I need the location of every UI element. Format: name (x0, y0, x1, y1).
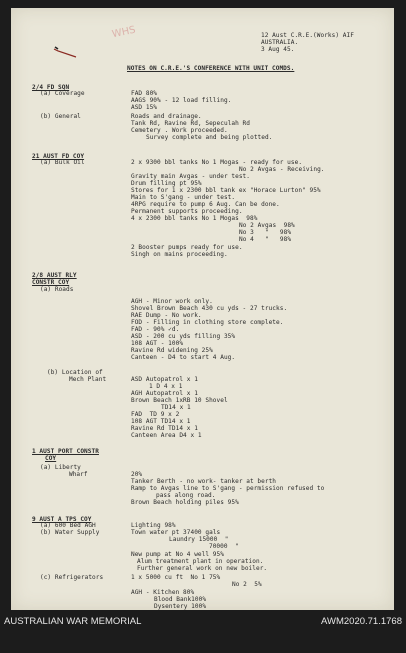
section-5-item-c: (c) Refrigerators (40, 574, 104, 581)
archive-name: AUSTRALIAN WAR MEMORIAL (4, 616, 142, 627)
text-line: ASD 15% (131, 104, 158, 111)
text-line: Ravine Rd TD14 x 1 (131, 425, 198, 432)
text-line: Canteen Area D4 x 1 (131, 432, 202, 439)
text-line: AAGS 90% - 12 load filling. (131, 97, 232, 104)
section-3-item-a: (a) Roads (40, 286, 74, 293)
text-line: Singh on mains proceeding. (131, 251, 228, 258)
text-line: pass along road. (156, 492, 216, 499)
text-line: 4 x 2300 bbl tanks No 1 Mogas 98% (131, 215, 258, 222)
text-line: Ramp to Avgas line to S'gang - permission refused to (131, 485, 325, 492)
header-country: AUSTRALIA. (261, 39, 299, 46)
text-line: Dysentery 100% (154, 603, 207, 610)
pencil-tick-mark (52, 45, 78, 59)
text-line: AGH Autopatrol x 1 (131, 390, 198, 397)
text-line: Roads and drainage. (131, 113, 202, 120)
text-line: 20% (131, 471, 143, 478)
archive-footer (0, 610, 406, 653)
text-line: 2 x 9300 bbl tanks No 1 Mogas - ready for use. (131, 159, 303, 166)
section-1-item-b: (b) General (40, 113, 81, 120)
pencil-annotation: WHS (111, 24, 137, 41)
text-line: Tanker Berth - no work- tanker at berth (131, 478, 277, 485)
text-line: Main to S'gang - under test. (131, 194, 236, 201)
text-line: Ravine Rd widening 25% (131, 347, 213, 354)
text-line: No 3 " 98% (239, 229, 292, 236)
text-line: Permanent supports proceeding. (131, 208, 243, 215)
section-4-title-line-2: COY (45, 455, 57, 462)
text-line: Lighting 98% (131, 522, 176, 529)
text-line: FAD 80% (131, 90, 158, 97)
text-line: Shovel Brown Beach 430 cu yds - 27 trucks. (131, 305, 288, 312)
text-line: Survey complete and being plotted. (146, 134, 273, 141)
text-line: Cemetery . Work proceeded. (131, 127, 228, 134)
section-4-title: 1 AUST PORT CONSTR (32, 448, 99, 455)
text-line: Gravity main Avgas - under test. (131, 173, 250, 180)
text-line: 1 D 4 x 1 (149, 383, 183, 390)
section-1-item-a: (a) Coverage (40, 90, 85, 97)
section-4-item-a-line-2: Wharf (69, 471, 88, 478)
archive-reference: AWM2020.71.1768 (321, 616, 402, 627)
text-line: Brown Beach 1xRB 10 Shovel (131, 397, 228, 404)
section-2-title: 21 AUST FD COY (32, 153, 85, 160)
text-line: Tank Rd, Ravine Rd, Sepeculah Rd (131, 120, 250, 127)
section-2-item-a: (a) Bulk Oil (40, 159, 85, 166)
text-line: 108 AGT - 100% (131, 340, 184, 347)
section-4-item-a: (a) Liberty (40, 464, 81, 471)
text-line: AGH - Kitchen 80% (131, 589, 195, 596)
text-line: Town water pt 37400 gals (131, 529, 221, 536)
section-5-title: 9 AUST A TPS COY (32, 516, 92, 523)
section-1-title: 2/4 FD SQN (32, 84, 70, 91)
text-line: FAD TD 9 x 2 (131, 411, 180, 418)
section-3-item-b: (b) Location of (47, 369, 103, 376)
text-line: No 4 " 98% (239, 236, 292, 243)
section-3-title: 2/8 AUST RLY (32, 272, 77, 279)
text-line: No 2 Avgas - Receiving. (239, 166, 325, 173)
section-5-item-b: (b) Water Supply (40, 529, 100, 536)
text-line: 2 Booster pumps ready for use. (131, 244, 243, 251)
text-line: 108 AGT TD14 x 1 (131, 418, 191, 425)
text-line: 70000 " (209, 543, 239, 550)
text-line: ASD Autopatrol x 1 (131, 376, 198, 383)
document-page (11, 8, 394, 610)
text-line: Further general work on new boiler. (137, 565, 268, 572)
section-3-item-b-line-2: Mech Plant (69, 376, 107, 383)
header-unit: 12 Aust C.R.E.(Works) AIF (261, 32, 354, 39)
text-line: Brown Beach holding piles 95% (131, 499, 239, 506)
text-line: New pump at No 4 well 95% (131, 551, 224, 558)
text-line: Alum treatment plant in operation. (137, 558, 264, 565)
section-5-item-a: (a) 600 Bed AGH (40, 522, 96, 529)
text-line: TD14 x 1 (161, 404, 191, 411)
text-line: No 2 Avgas 98% (239, 222, 295, 229)
text-line: AGH - Minor work only. (131, 298, 213, 305)
text-line: 1 x 5000 cu ft No 1 75% (131, 574, 221, 581)
text-line: RAE Dump - No work. (131, 312, 202, 319)
text-line: Stores for 1 x 2300 bbl tank ex "Horace Lurton" 95% (131, 187, 321, 194)
section-3-title-line-2: CONSTR COY (32, 279, 70, 286)
text-line: 4RPG require to pump 6 Aug. Can be done. (131, 201, 280, 208)
header-date: 3 Aug 45. (261, 46, 295, 53)
text-line: No 2 5% (232, 581, 262, 588)
text-line: Canteen - D4 to start 4 Aug. (131, 354, 236, 361)
text-line: Blood Bank100% (154, 596, 207, 603)
text-line: ASD - 200 cu yds filling 35% (131, 333, 236, 340)
text-line: FOD - Filling in clothing store complete. (131, 319, 284, 326)
text-line: Drum filling pt 95% (131, 180, 202, 187)
text-line: FAD - 90% ✓d. (131, 326, 180, 333)
document-title: NOTES ON C.R.E.'S CONFERENCE WITH UNIT COMDS. (127, 65, 295, 72)
text-line: Laundry 15000 " (169, 536, 229, 543)
